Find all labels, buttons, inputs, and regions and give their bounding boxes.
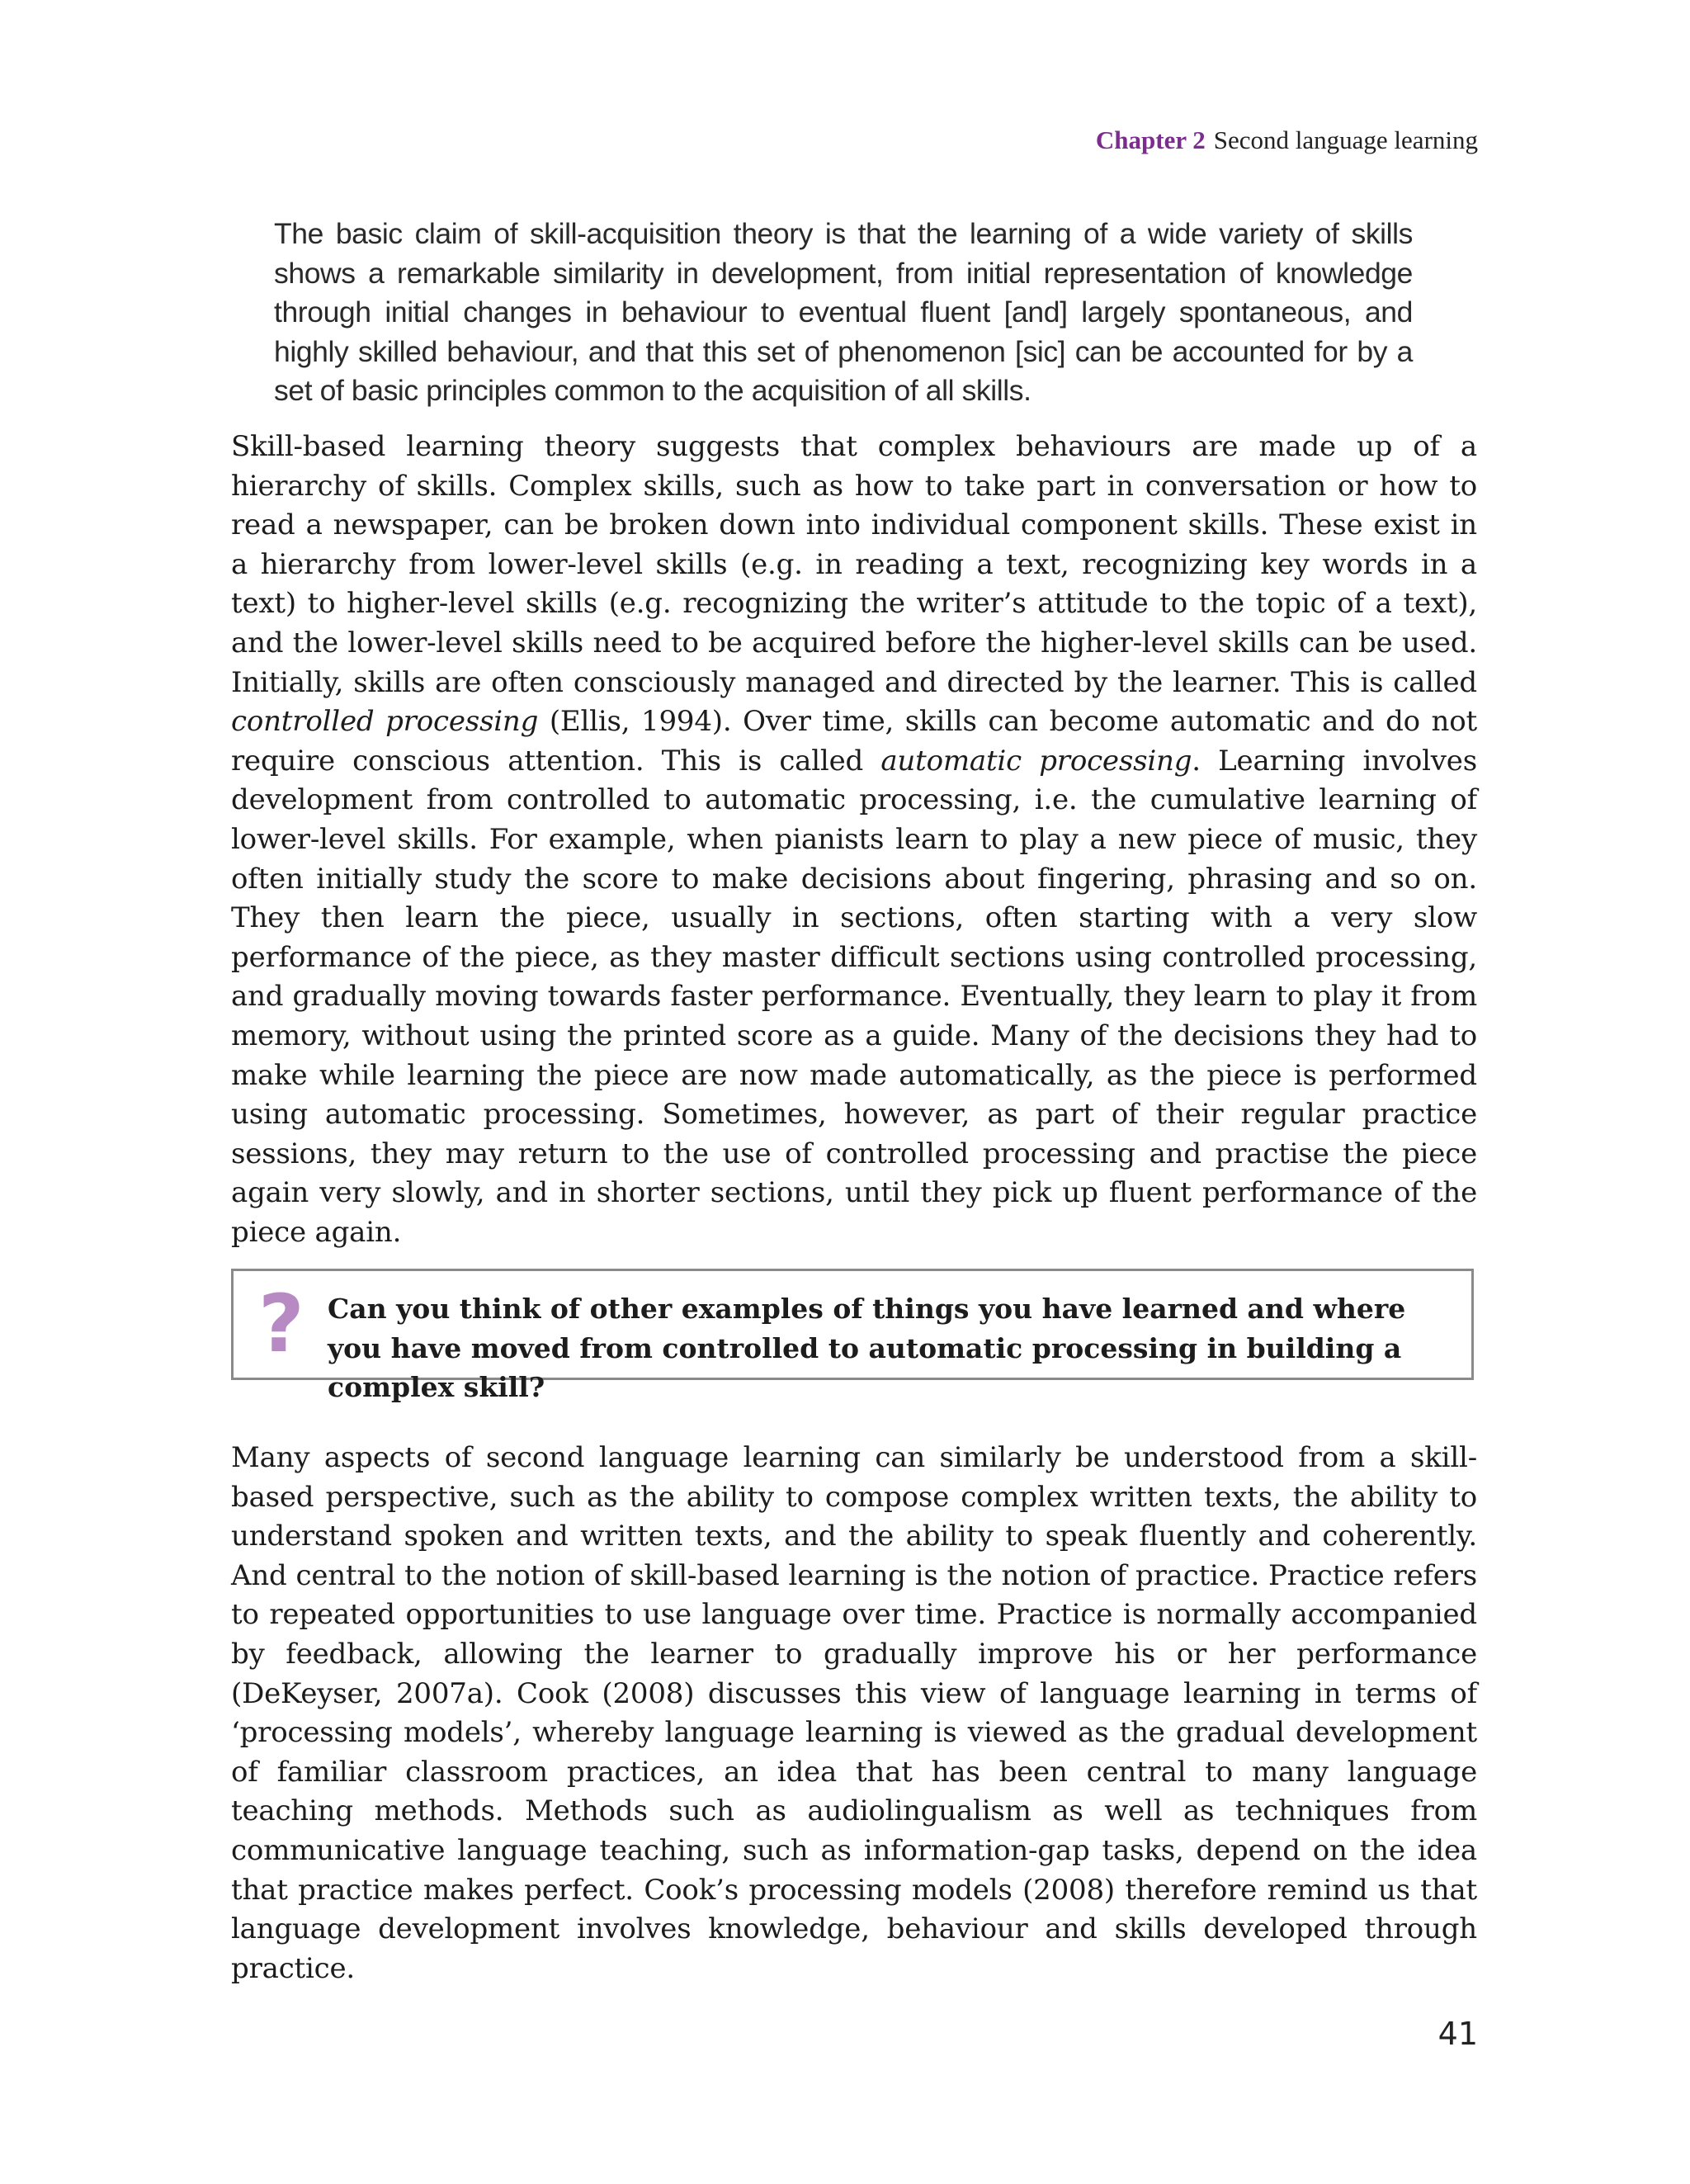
body-paragraph-1 [231, 428, 1477, 1252]
paragraph-1-text-b: (Ellis, 1994). Over time, skills can become automatic and do not require conscious attention. This is called [231, 705, 1477, 778]
chapter-label: Chapter 2 [1095, 125, 1206, 154]
term-automatic-processing: automatic processing [880, 744, 1192, 778]
block-quote: The basic claim of skill-acquisition theory is that the learning of a wide variety of skills shows a remarkable similarity in development, from initial representation of knowledge through initial changes in behaviour to eventual fluent [and] largely spontaneous, and highly skilled behaviour, and that this set of phenomenon [sic] can be accounted for by a set of basic principles common to the acquisition of all skills. [274, 217, 1413, 407]
body-paragraph-2: Many aspects of second language learning can similarly be understood from a skill-based perspective, such as the ability to compose complex written texts, the ability to understand spoken and written texts, and the ability to speak fluently and coherently. And central to the notion of skill-based learning is the notion of practice. Practice refers to repeated opportunities to use language over time. Practice is normally accompanied by feedback, allowing the learner to gradually improve his or her performance (DeKeyser, 2007a). Cook (2008) discusses this view of language learning in terms of ‘processing models’, whereby language learning is viewed as the gradual development of familiar classroom practices, an idea that has been central to many language teaching methods. Methods such as audiolingualism as well as techniques from communicative language teaching, such as information-gap tasks, depend on the idea that practice makes perfect. Cook’s processing models (2008) therefore remind us that language development involves knowledge, behaviour and skills developed through practice. [231, 1441, 1477, 1985]
page-number: 41 [1437, 2016, 1478, 2052]
running-head [1096, 125, 1478, 155]
chapter-title: Second language learning [1213, 125, 1478, 154]
question-mark-icon: ? [258, 1278, 304, 1370]
paragraph-1-text-a: Skill-based learning theory suggests that complex behaviours are made up of a hierarchy of skills. Complex skills, such as how to take part in conversation or how to read a newspaper, can be broken down into individual component skills. These exist in a hierarchy from lower-level skills (e.g. in reading a text, recognizing key words in a text) to higher-level skills (e.g. recognizing the writer’s attitude to the topic of a text), and the lower-level skills need to be acquired before the higher-level skills can be used. Initially, skills are often consciously managed and directed by the learner. This is called [231, 430, 1477, 699]
reflection-question-box [231, 1269, 1474, 1404]
paragraph-1-text-c: . Learning involves development from controlled to automatic processing, i.e. the cumulative learning of lower-level skills. For example, when pianists learn to play a new piece of music, they often initially study the score to make decisions about fingering, phrasing and so on. They then learn the piece, usually in sections, often starting with a very slow performance of the piece, as they master difficult sections using controlled processing, and gradually moving towards faster performance. Eventually, they learn to play it from memory, without using the printed score as a guide. Many of the decisions they had to make while learning the piece are now made automatically, as the piece is performed using automatic processing. Sometimes, however, as part of their regular practice sessions, they may return to the use of controlled processing and practise the piece again very slowly, and in shorter sections, until they pick up fluent performance of the piece again. [231, 744, 1477, 1249]
term-controlled-processing: controlled processing [231, 705, 539, 739]
reflection-question-text: Can you think of other examples of things you have learned and where you have moved from controlled to automatic processing in building a complex skill? [328, 1293, 1406, 1404]
